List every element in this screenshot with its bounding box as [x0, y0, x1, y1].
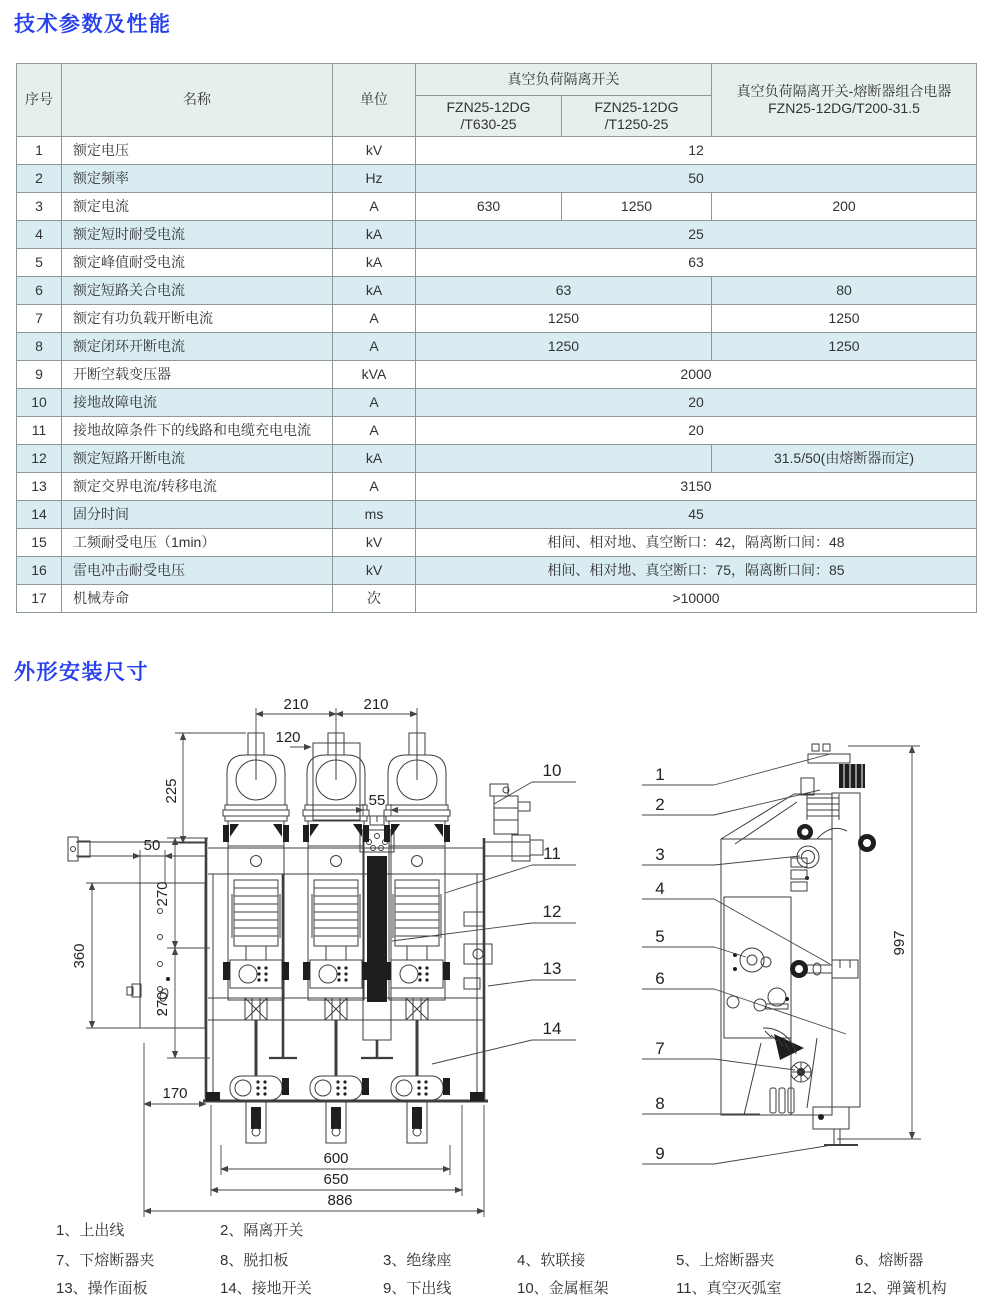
spec-cell: 31.5/50(由熔断器而定) [712, 445, 977, 473]
spec-cell: 16 [17, 557, 62, 585]
col-header-t630 [416, 96, 562, 137]
spec-row [17, 137, 977, 165]
legend-item: 3、绝缘座 [383, 1252, 452, 1269]
spec-row [17, 585, 977, 613]
dim-225: 225 [163, 778, 180, 804]
front-view [68, 733, 543, 1143]
spec-cell: A [333, 333, 416, 361]
spec-row [17, 389, 977, 417]
spec-cell: 5 [17, 249, 62, 277]
spec-cell: 50 [416, 165, 977, 193]
spec-cell: 雷电冲击耐受电压 [62, 557, 333, 585]
spec-row [17, 277, 977, 305]
legend-item: 2、隔离开关 [220, 1222, 304, 1239]
spec-cell: 63 [416, 277, 712, 305]
spec-cell: 13 [17, 473, 62, 501]
legend-item: 11、真空灭弧室 [676, 1280, 782, 1297]
spec-cell: 63 [416, 249, 977, 277]
callout-5: 5 [655, 927, 665, 946]
legend-item: 6、熔断器 [855, 1252, 924, 1269]
callout-8: 8 [655, 1094, 665, 1113]
spec-cell: 工频耐受电压（1min） [62, 529, 333, 557]
spec-cell: 80 [712, 277, 977, 305]
spec-cell: A [333, 305, 416, 333]
spec-cell: 9 [17, 361, 62, 389]
dim-270-lower: 270 [154, 991, 171, 1017]
spec-row [17, 417, 977, 445]
spec-table [16, 63, 977, 613]
spec-cell: 1250 [712, 333, 977, 361]
callout-4: 4 [655, 879, 665, 898]
dim-170: 170 [162, 1085, 188, 1102]
spec-row [17, 165, 977, 193]
col-header-no: 序号 [17, 64, 62, 137]
spec-cell: kV [333, 557, 416, 585]
legend-item: 14、接地开关 [220, 1280, 312, 1297]
spec-cell: 额定电压 [62, 137, 333, 165]
parts-legend [0, 1222, 1000, 1312]
spec-cell: 1250 [712, 305, 977, 333]
spec-cell: 12 [17, 445, 62, 473]
callout-3: 3 [655, 845, 665, 864]
spec-cell: 1250 [416, 305, 712, 333]
spec-cell [416, 445, 712, 473]
spec-cell: 630 [416, 193, 562, 221]
col-header-t1250 [562, 96, 712, 137]
spec-cell: Hz [333, 165, 416, 193]
callout-7: 7 [655, 1039, 665, 1058]
spec-cell: 1250 [416, 333, 712, 361]
t630-line1: FZN25-12DG [446, 98, 531, 115]
spec-cell: 额定短路关合电流 [62, 277, 333, 305]
spec-cell: 接地故障电流 [62, 389, 333, 417]
spec-cell: 额定短时耐受电流 [62, 221, 333, 249]
spec-cell: kA [333, 445, 416, 473]
spec-row [17, 557, 977, 585]
spec-cell: 1250 [562, 193, 712, 221]
front-dimensions [71, 698, 484, 1217]
spec-cell: 15 [17, 529, 62, 557]
legend-item: 1、上出线 [56, 1222, 125, 1239]
legend-item: 7、下熔断器夹 [56, 1252, 155, 1269]
spec-cell: 45 [416, 501, 977, 529]
spec-cell: 相间、相对地、真空断口：42，隔离断口间：48 [416, 529, 977, 557]
dim-55: 55 [368, 792, 386, 809]
spec-cell: >10000 [416, 585, 977, 613]
spec-row [17, 361, 977, 389]
spec-row [17, 221, 977, 249]
legend-item: 4、软联接 [517, 1252, 586, 1269]
spec-cell: 固分时间 [62, 501, 333, 529]
dim-120: 120 [275, 729, 301, 746]
spec-cell: A [333, 389, 416, 417]
combo-line2: FZN25-12DG/T200-31.5 [768, 100, 920, 116]
section-title-parameters: 技术参数及性能 [14, 13, 172, 36]
col-header-unit: 单位 [333, 64, 416, 137]
spec-row [17, 193, 977, 221]
spec-row [17, 333, 977, 361]
spec-cell: 10 [17, 389, 62, 417]
dim-50: 50 [143, 837, 161, 854]
pole-1 [223, 733, 289, 1143]
spec-cell: 8 [17, 333, 62, 361]
spec-cell: 11 [17, 417, 62, 445]
spec-cell: 开断空载变压器 [62, 361, 333, 389]
legend-item: 8、脱扣板 [220, 1252, 289, 1269]
spec-row [17, 445, 977, 473]
col-header-name: 名称 [62, 64, 333, 137]
spec-cell: 3150 [416, 473, 977, 501]
legend-item: 9、下出线 [383, 1280, 452, 1297]
dim-210-left: 210 [283, 698, 309, 713]
col-group-vacuum-switch: 真空负荷隔离开关 [416, 64, 712, 96]
spec-cell: 14 [17, 501, 62, 529]
spec-table-header [17, 64, 977, 137]
spec-cell: 3 [17, 193, 62, 221]
section-title-dimensions: 外形安装尺寸 [14, 661, 149, 684]
spec-cell: 7 [17, 305, 62, 333]
spec-cell: 4 [17, 221, 62, 249]
spec-cell: 20 [416, 389, 977, 417]
dim-210-right: 210 [363, 698, 389, 713]
spec-cell: 200 [712, 193, 977, 221]
spec-cell: 额定短路开断电流 [62, 445, 333, 473]
callout-1: 1 [655, 765, 665, 784]
spec-cell: 额定交界电流/转移电流 [62, 473, 333, 501]
side-dimension [837, 746, 921, 1139]
spec-cell: kVA [333, 361, 416, 389]
legend-item: 5、上熔断器夹 [676, 1252, 775, 1269]
legend-item: 10、金属框架 [517, 1280, 609, 1297]
legend-item: 13、操作面板 [56, 1280, 148, 1297]
spec-cell: 1 [17, 137, 62, 165]
spec-cell: 20 [416, 417, 977, 445]
installation-drawing [60, 698, 960, 1223]
dim-886: 886 [327, 1192, 353, 1209]
spec-cell: 机械寿命 [62, 585, 333, 613]
spec-cell: 额定闭环开断电流 [62, 333, 333, 361]
spec-row [17, 529, 977, 557]
spec-cell: 接地故障条件下的线路和电缆充电电流 [62, 417, 333, 445]
dim-650: 650 [323, 1171, 349, 1188]
spec-cell: kV [333, 137, 416, 165]
callout-11: 11 [543, 844, 561, 863]
spec-cell: A [333, 473, 416, 501]
spec-cell: A [333, 193, 416, 221]
spec-cell: 25 [416, 221, 977, 249]
spec-cell: 额定峰值耐受电流 [62, 249, 333, 277]
spec-cell: 次 [333, 585, 416, 613]
spec-row [17, 305, 977, 333]
spec-row [17, 249, 977, 277]
spec-row [17, 473, 977, 501]
t1250-line1: FZN25-12DG [594, 98, 679, 115]
dim-270-upper: 270 [154, 881, 171, 907]
spec-cell: 6 [17, 277, 62, 305]
callout-2: 2 [655, 795, 665, 814]
combo-line1: 真空负荷隔离开关-熔断器组合电器 [736, 82, 952, 99]
spec-cell: 2 [17, 165, 62, 193]
legend-item: 12、弹簧机构 [855, 1280, 947, 1297]
dim-997: 997 [891, 930, 908, 956]
dim-360: 360 [71, 943, 88, 969]
operation-panel [140, 883, 205, 1028]
spec-table-body [17, 137, 977, 613]
spec-cell: 12 [416, 137, 977, 165]
spec-cell: 额定电流 [62, 193, 333, 221]
dim-600: 600 [323, 1150, 349, 1167]
callout-9: 9 [655, 1144, 665, 1163]
spec-cell: 2000 [416, 361, 977, 389]
spec-row [17, 501, 977, 529]
callout-14: 14 [542, 1019, 562, 1038]
t630-line2: /T630-25 [460, 116, 517, 132]
callout-12: 12 [542, 902, 562, 921]
spec-cell: kA [333, 277, 416, 305]
callout-13: 13 [542, 959, 562, 978]
t1250-line2: /T1250-25 [604, 116, 669, 132]
callout-6: 6 [655, 969, 665, 988]
callout-10: 10 [542, 761, 562, 780]
side-view [721, 744, 876, 1145]
spec-cell: 17 [17, 585, 62, 613]
col-group-combination [712, 64, 977, 137]
spec-cell: kA [333, 221, 416, 249]
spec-cell: ms [333, 501, 416, 529]
spec-cell: 额定频率 [62, 165, 333, 193]
spec-cell: kV [333, 529, 416, 557]
spec-cell: kA [333, 249, 416, 277]
spec-cell: 额定有功负载开断电流 [62, 305, 333, 333]
spec-cell: A [333, 417, 416, 445]
spec-cell: 相间、相对地、真空断口：75，隔离断口间：85 [416, 557, 977, 585]
